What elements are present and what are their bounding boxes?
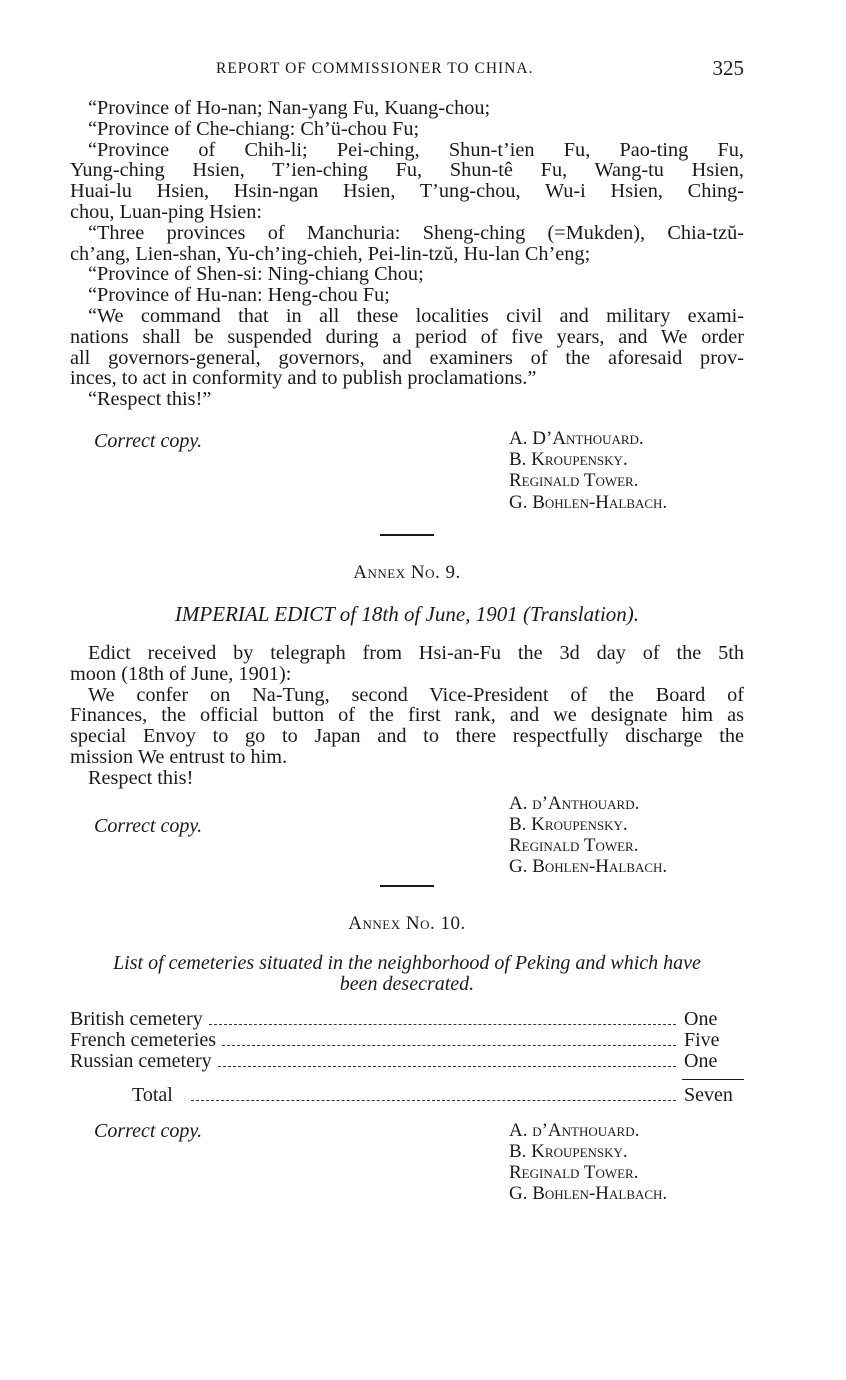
cemetery-list [70,1009,744,1106]
text-line: ch’ang, Lien-shan, Yu-ch’ing-chieh, Pei-lin-tzŭ, Hu-lan Ch’eng; [70,242,591,265]
text-line: We confer on Na-Tung, second Vice-President of the Board of [88,683,744,706]
signatory-name: G. Bohlen-Halbach. [509,856,668,878]
text-line: Huai-lu Hsien, Hsin-ngan Hsien, T’ung-chou, Wu-i Hsien, Ching- [70,180,744,203]
text-line: moon (18th of June, 1901): [70,662,292,685]
annex-9-body [70,643,744,789]
correct-copy-label: Correct copy. [94,1119,203,1142]
text-line: “Province of Chih-li; Pei-ching, Shun-t’ien Fu, Pao-ting Fu, [88,138,744,161]
text-line: Finances, the official button of the first rank, and we designate him as [70,704,744,727]
signatory-name: Reginald Tower. [509,470,639,492]
text-line: Respect this! [88,766,194,789]
cemetery-count: One [684,1007,718,1030]
annex-10-title-line: List of cemeteries situated in the neighborhood of Peking and which have [113,951,701,974]
cemetery-label: British cemetery [70,1007,203,1030]
text-line: inces, to act in conformity and to publish proclamations.” [70,367,537,390]
total-count: Seven [684,1083,733,1106]
text-line: chou, Luan-ping Hsien: [70,200,263,223]
signatories [509,1120,667,1205]
text-line: special Envoy to go to Japan and to there respectfully discharge the [70,725,744,748]
total-label: Total [132,1083,173,1106]
annex-10-title [70,953,744,995]
annex-9-heading: Annex No. 9. [353,561,461,583]
page-number: 325 [712,56,744,80]
signatory-name: A. d’Anthouard. [509,1119,640,1141]
list-item [70,1030,744,1051]
annex-10-title-line: been desecrated. [339,972,475,995]
signatory-name: A. d’Anthouard. [509,792,640,814]
running-title: REPORT OF COMMISSIONER TO CHINA. [216,60,534,77]
signatories [509,793,667,878]
text-line: nations shall be suspended during a period of five years, and We order [70,325,744,348]
running-head [70,56,744,86]
text-line: “Three provinces of Manchuria: Sheng-ching (=Mukden), Chia-tzŭ- [88,221,744,244]
signature-block-2 [70,793,744,879]
signatory-name: G. Bohlen-Halbach. [509,1183,668,1205]
cemetery-label: Russian cemetery [70,1049,212,1072]
leader-dots [191,1100,676,1101]
text-line: all governors-general, governors, and examiners of the aforesaid prov- [70,346,744,369]
cemetery-label: French cemeteries [70,1028,217,1051]
total-rule [682,1079,744,1080]
signature-block-3 [70,1120,744,1210]
cemetery-count: One [684,1049,718,1072]
leader-dots [218,1066,676,1067]
text-line: “Province of Shen-si: Ning-chiang Chou; [88,263,424,286]
text-line: Edict received by telegraph from Hsi-an-Fu the 3d day of the 5th [88,641,744,664]
signatory-name: Reginald Tower. [509,1161,639,1183]
signature-block-1 [70,428,744,516]
leader-dots [209,1024,676,1025]
text-line: “Respect this!” [88,388,212,411]
text-line: “Province of Hu-nan: Heng-chou Fu; [88,284,390,307]
correct-copy-label: Correct copy. [94,814,203,837]
list-item [70,1051,744,1072]
signatory-name: Reginald Tower. [509,834,639,856]
total-row [70,1085,744,1106]
signatory-name: B. Kroupensky. [509,813,628,835]
signatory-name: B. Kroupensky. [509,449,628,471]
list-item [70,1009,744,1030]
section-rule [380,885,434,887]
correct-copy-label: Correct copy. [94,429,203,452]
edict-continuation [70,98,744,410]
annex-10-heading: Annex No. 10. [348,912,466,934]
text-line: “We command that in all these localities civil and military exami- [88,304,744,327]
text-line: mission We entrust to him. [70,745,288,768]
section-rule [380,534,434,536]
text-line: “Province of Che-chiang: Ch’ü-chou Fu; [88,117,420,140]
leader-dots [222,1045,676,1046]
signatories [509,428,667,513]
signatory-name: G. Bohlen-Halbach. [509,491,668,513]
text-line: “Province of Ho-nan; Nan-yang Fu, Kuang-chou; [88,97,491,119]
text-line: Yung-ching Hsien, T’ien-ching Fu, Shun-tê Fu, Wang-tu Hsien, [70,159,744,182]
document-page [70,56,744,1210]
annex-9-title: IMPERIAL EDICT of 18th of June, 1901 (Translation). [174,601,640,626]
signatory-name: B. Kroupensky. [509,1140,628,1162]
signatory-name: A. D’Anthouard. [509,427,644,449]
cemetery-count: Five [684,1028,720,1051]
